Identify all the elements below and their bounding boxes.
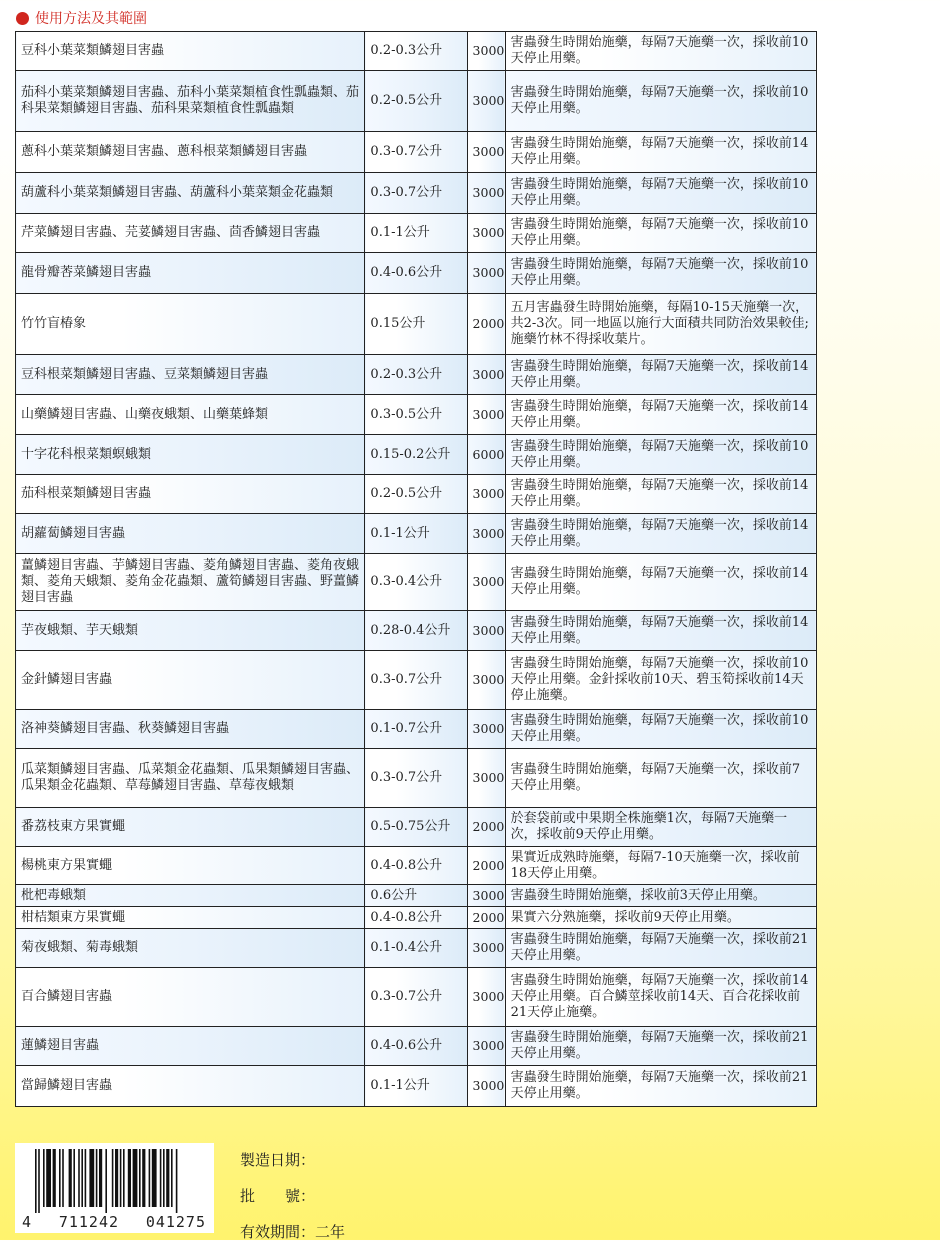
- table-row: [16, 847, 817, 885]
- dose-cell: 0.3-0.7公升: [365, 173, 467, 214]
- dilution-cell: 3000: [467, 1066, 505, 1107]
- pest-cell: 當歸鱗翅目害蟲: [16, 1066, 365, 1107]
- dilution-cell: 3000: [467, 395, 505, 435]
- table-row: [16, 32, 817, 71]
- dose-cell: 0.5-0.75公升: [365, 808, 467, 847]
- dilution-cell: 3000: [467, 929, 505, 968]
- barcode-digit-right: 041275: [145, 1213, 206, 1231]
- pest-cell: 茄科根菜類鱗翅目害蟲: [16, 475, 365, 514]
- note-cell: 果實近成熟時施藥，每隔7-10天施藥一次，採收前18天停止用藥。: [505, 847, 816, 885]
- note-cell: 害蟲發生時開始施藥，每隔7天施藥一次，採收前7天停止用藥。: [505, 749, 816, 808]
- dose-cell: 0.4-0.6公升: [365, 1027, 467, 1066]
- barcode-bar: [85, 1149, 87, 1207]
- dilution-cell: 3000: [467, 71, 505, 132]
- dilution-cell: 2000: [467, 847, 505, 885]
- dose-cell: 0.3-0.7公升: [365, 968, 467, 1027]
- pest-cell: 菊夜蛾類、菊毒蛾類: [16, 929, 365, 968]
- barcode-bar: [152, 1149, 157, 1207]
- pest-cell: 蔥科小葉菜類鱗翅目害蟲、蔥科根菜類鱗翅目害蟲: [16, 132, 365, 173]
- barcode-bar: [133, 1149, 138, 1207]
- barcode-bar: [128, 1149, 131, 1207]
- table-row: [16, 1027, 817, 1066]
- note-cell: 害蟲發生時開始施藥，每隔7天施藥一次，採收前14天停止用藥。百合鱗莖採收前14天、百合花採收前21天停止施藥。: [505, 968, 816, 1027]
- note-cell: 害蟲發生時開始施藥，每隔7天施藥一次，採收前10天停止用藥。: [505, 253, 816, 294]
- dilution-cell: 3000: [467, 968, 505, 1027]
- dose-cell: 0.1-0.4公升: [365, 929, 467, 968]
- barcode-bar: [53, 1149, 56, 1207]
- table-row: [16, 611, 817, 651]
- barcode-bar: [105, 1149, 107, 1213]
- table-row: [16, 968, 817, 1027]
- pest-cell: 蓮鱗翅目害蟲: [16, 1027, 365, 1066]
- dose-cell: 0.2-0.5公升: [365, 475, 467, 514]
- dose-cell: 0.1-0.7公升: [365, 710, 467, 749]
- dose-cell: 0.15-0.2公升: [365, 435, 467, 475]
- table-row: [16, 554, 817, 611]
- barcode-bars-icon: [15, 1143, 214, 1213]
- dose-cell: 0.3-0.4公升: [365, 554, 467, 611]
- barcode-bar: [35, 1149, 37, 1213]
- dilution-cell: 3000: [467, 214, 505, 253]
- barcode-bar: [142, 1149, 145, 1207]
- barcode-bar: [69, 1149, 72, 1207]
- barcode-bar: [46, 1149, 51, 1207]
- table-row: [16, 651, 817, 710]
- barcode-digit-lead: 4: [22, 1213, 33, 1231]
- barcode-bar: [59, 1149, 61, 1207]
- note-cell: 害蟲發生時開始施藥，每隔7天施藥一次，採收前10天停止用藥。: [505, 435, 816, 475]
- pest-cell: 金針鱗翅目害蟲: [16, 651, 365, 710]
- dilution-cell: 3000: [467, 1027, 505, 1066]
- pest-cell: 龍骨瓣莕菜鱗翅目害蟲: [16, 253, 365, 294]
- table-row: [16, 749, 817, 808]
- dose-cell: 0.15公升: [365, 294, 467, 355]
- barcode-bar: [120, 1149, 122, 1207]
- note-cell: 果實六分熟施藥，採收前9天停止用藥。: [505, 907, 816, 929]
- table-row: [16, 173, 817, 214]
- table-row: [16, 907, 817, 929]
- table-row: [16, 294, 817, 355]
- note-cell: 害蟲發生時開始施藥，每隔7天施藥一次，採收前21天停止用藥。: [505, 929, 816, 968]
- dilution-cell: 3000: [467, 355, 505, 395]
- dose-cell: 0.2-0.5公升: [365, 71, 467, 132]
- dose-cell: 0.4-0.8公升: [365, 847, 467, 885]
- barcode-bar: [171, 1149, 173, 1207]
- table-row: [16, 710, 817, 749]
- note-cell: 害蟲發生時開始施藥，每隔7天施藥一次，採收前10天停止用藥。: [505, 214, 816, 253]
- dilution-cell: 3000: [467, 554, 505, 611]
- pest-cell: 瓜菜類鱗翅目害蟲、瓜菜類金花蟲類、瓜果類鱗翅目害蟲、瓜果類金花蟲類、草莓鱗翅目害蟲、草莓夜蛾類: [16, 749, 365, 808]
- dilution-cell: 2000: [467, 907, 505, 929]
- barcode-bar: [115, 1149, 118, 1207]
- table-row: [16, 355, 817, 395]
- dilution-cell: 3000: [467, 32, 505, 71]
- dose-cell: 0.3-0.5公升: [365, 395, 467, 435]
- barcode-bar: [73, 1149, 75, 1207]
- table-row: [16, 214, 817, 253]
- dose-cell: 0.28-0.4公升: [365, 611, 467, 651]
- dose-cell: 0.4-0.6公升: [365, 253, 467, 294]
- validity-period-label: 有效期間：二年: [240, 1223, 346, 1241]
- note-cell: 害蟲發生時開始施藥，採收前3天停止用藥。: [505, 885, 816, 907]
- pest-cell: 茄科小葉菜類鱗翅目害蟲、茄科小葉菜類植食性瓢蟲類、茄科果菜類鱗翅目害蟲、茄科果菜類植食性瓢蟲類: [16, 71, 365, 132]
- pest-cell: 豆科小葉菜類鱗翅目害蟲: [16, 32, 365, 71]
- barcode-bar: [163, 1149, 165, 1207]
- dose-cell: 0.4-0.8公升: [365, 907, 467, 929]
- dose-cell: 0.3-0.7公升: [365, 651, 467, 710]
- dose-cell: 0.1-1公升: [365, 1066, 467, 1107]
- table-row: [16, 435, 817, 475]
- note-cell: 害蟲發生時開始施藥，每隔7天施藥一次，採收前14天停止用藥。: [505, 611, 816, 651]
- dilution-cell: 3000: [467, 885, 505, 907]
- batch-number-label: 批 號：: [240, 1187, 316, 1205]
- pest-cell: 洛神葵鱗翅目害蟲、秋葵鱗翅目害蟲: [16, 710, 365, 749]
- barcode-bar: [78, 1149, 80, 1207]
- barcode-bar: [160, 1149, 162, 1207]
- note-cell: 害蟲發生時開始施藥，每隔7天施藥一次，採收前14天停止用藥。: [505, 132, 816, 173]
- note-cell: 害蟲發生時開始施藥，每隔7天施藥一次，採收前14天停止用藥。: [505, 475, 816, 514]
- table-row: [16, 395, 817, 435]
- note-cell: 害蟲發生時開始施藥，每隔7天施藥一次，採收前14天停止用藥。: [505, 554, 816, 611]
- dilution-cell: 2000: [467, 808, 505, 847]
- note-cell: 害蟲發生時開始施藥，每隔7天施藥一次，採收前10天停止用藥。: [505, 710, 816, 749]
- barcode-bar: [139, 1149, 141, 1207]
- note-cell: 害蟲發生時開始施藥，每隔7天施藥一次，採收前21天停止用藥。: [505, 1066, 816, 1107]
- pest-cell: 十字花科根菜類螟蛾類: [16, 435, 365, 475]
- dilution-cell: 3000: [467, 253, 505, 294]
- pest-cell: 楊桃東方果實蠅: [16, 847, 365, 885]
- dilution-cell: 6000: [467, 435, 505, 475]
- barcode: [15, 1143, 214, 1233]
- barcode-bar: [176, 1149, 178, 1213]
- barcode-bar: [62, 1149, 64, 1207]
- pest-cell: 葫蘆科小葉菜類鱗翅目害蟲、葫蘆科小葉菜類金花蟲類: [16, 173, 365, 214]
- dilution-cell: 2000: [467, 294, 505, 355]
- barcode-bar: [99, 1149, 102, 1207]
- red-bullet-icon: [16, 12, 29, 25]
- note-cell: 害蟲發生時開始施藥，每隔7天施藥一次，採收前14天停止用藥。: [505, 355, 816, 395]
- dose-cell: 0.6公升: [365, 885, 467, 907]
- note-cell: 害蟲發生時開始施藥，每隔7天施藥一次，採收前14天停止用藥。: [505, 514, 816, 554]
- barcode-bar: [149, 1149, 151, 1207]
- dilution-cell: 3000: [467, 514, 505, 554]
- pest-cell: 芋夜蛾類、芋天蛾類: [16, 611, 365, 651]
- manufacture-date-label: 製造日期：: [240, 1151, 316, 1169]
- usage-table: [15, 31, 817, 1107]
- dose-cell: 0.3-0.7公升: [365, 132, 467, 173]
- barcode-bar: [38, 1149, 40, 1213]
- pest-cell: 山藥鱗翅目害蟲、山藥夜蛾類、山藥葉蜂類: [16, 395, 365, 435]
- barcode-bar: [81, 1149, 83, 1207]
- dilution-cell: 3000: [467, 132, 505, 173]
- table-row: [16, 885, 817, 907]
- note-cell: 於套袋前或中果期全株施藥1次，每隔7天施藥一次，採收前9天停止用藥。: [505, 808, 816, 847]
- section-title: [16, 8, 147, 28]
- note-cell: 害蟲發生時開始施藥，每隔7天施藥一次，採收前10天停止用藥。金針採收前10天、碧玉筍採收前14天停止施藥。: [505, 651, 816, 710]
- pest-cell: 豆科根菜類鱗翅目害蟲、豆菜類鱗翅目害蟲: [16, 355, 365, 395]
- pest-cell: 芹菜鱗翅目害蟲、芫荽鱗翅目害蟲、茴香鱗翅目害蟲: [16, 214, 365, 253]
- note-cell: 害蟲發生時開始施藥，每隔7天施藥一次，採收前10天停止用藥。: [505, 32, 816, 71]
- dose-cell: 0.2-0.3公升: [365, 355, 467, 395]
- section-title-text: 使用方法及其範圍: [35, 11, 147, 27]
- table-row: [16, 475, 817, 514]
- dilution-cell: 3000: [467, 475, 505, 514]
- table-row: [16, 132, 817, 173]
- barcode-bar: [89, 1149, 94, 1207]
- dilution-cell: 3000: [467, 710, 505, 749]
- dose-cell: 0.1-1公升: [365, 214, 467, 253]
- table-row: [16, 253, 817, 294]
- pest-cell: 枇杷毒蛾類: [16, 885, 365, 907]
- dose-cell: 0.2-0.3公升: [365, 32, 467, 71]
- dose-cell: 0.1-1公升: [365, 514, 467, 554]
- table-row: [16, 71, 817, 132]
- pest-cell: 百合鱗翅目害蟲: [16, 968, 365, 1027]
- note-cell: 五月害蟲發生時開始施藥，每隔10-15天施藥一次，共2-3次。同一地區以施行大面積共同防治效果較佳;施藥竹林不得採收葉片。: [505, 294, 816, 355]
- dose-cell: 0.3-0.7公升: [365, 749, 467, 808]
- barcode-digit-left: 711242: [58, 1213, 120, 1231]
- pest-cell: 胡蘿蔔鱗翅目害蟲: [16, 514, 365, 554]
- note-cell: 害蟲發生時開始施藥，每隔7天施藥一次，採收前21天停止用藥。: [505, 1027, 816, 1066]
- table-row: [16, 929, 817, 968]
- dilution-cell: 3000: [467, 611, 505, 651]
- footer-info: [240, 1142, 345, 1250]
- pest-cell: 柑桔類東方果實蠅: [16, 907, 365, 929]
- barcode-bar: [43, 1149, 45, 1207]
- pest-cell: 薑鱗翅目害蟲、芋鱗翅目害蟲、菱角鱗翅目害蟲、菱角夜蛾類、菱角天蛾類、菱角金花蟲類、蘆筍鱗翅目害蟲、野薑鱗翅目害蟲: [16, 554, 365, 611]
- dilution-cell: 3000: [467, 173, 505, 214]
- barcode-digits: [15, 1213, 214, 1231]
- barcode-bar: [123, 1149, 125, 1207]
- table-row: [16, 514, 817, 554]
- pest-cell: 竹竹盲椿象: [16, 294, 365, 355]
- dilution-cell: 3000: [467, 749, 505, 808]
- pest-cell: 番荔枝東方果實蠅: [16, 808, 365, 847]
- dilution-cell: 3000: [467, 651, 505, 710]
- barcode-bar: [112, 1149, 114, 1207]
- table-row: [16, 808, 817, 847]
- table-row: [16, 1066, 817, 1107]
- barcode-bar: [166, 1149, 169, 1207]
- note-cell: 害蟲發生時開始施藥，每隔7天施藥一次，採收前10天停止用藥。: [505, 173, 816, 214]
- barcode-bar: [96, 1149, 98, 1207]
- note-cell: 害蟲發生時開始施藥，每隔7天施藥一次，採收前14天停止用藥。: [505, 395, 816, 435]
- note-cell: 害蟲發生時開始施藥，每隔7天施藥一次，採收前10天停止用藥。: [505, 71, 816, 132]
